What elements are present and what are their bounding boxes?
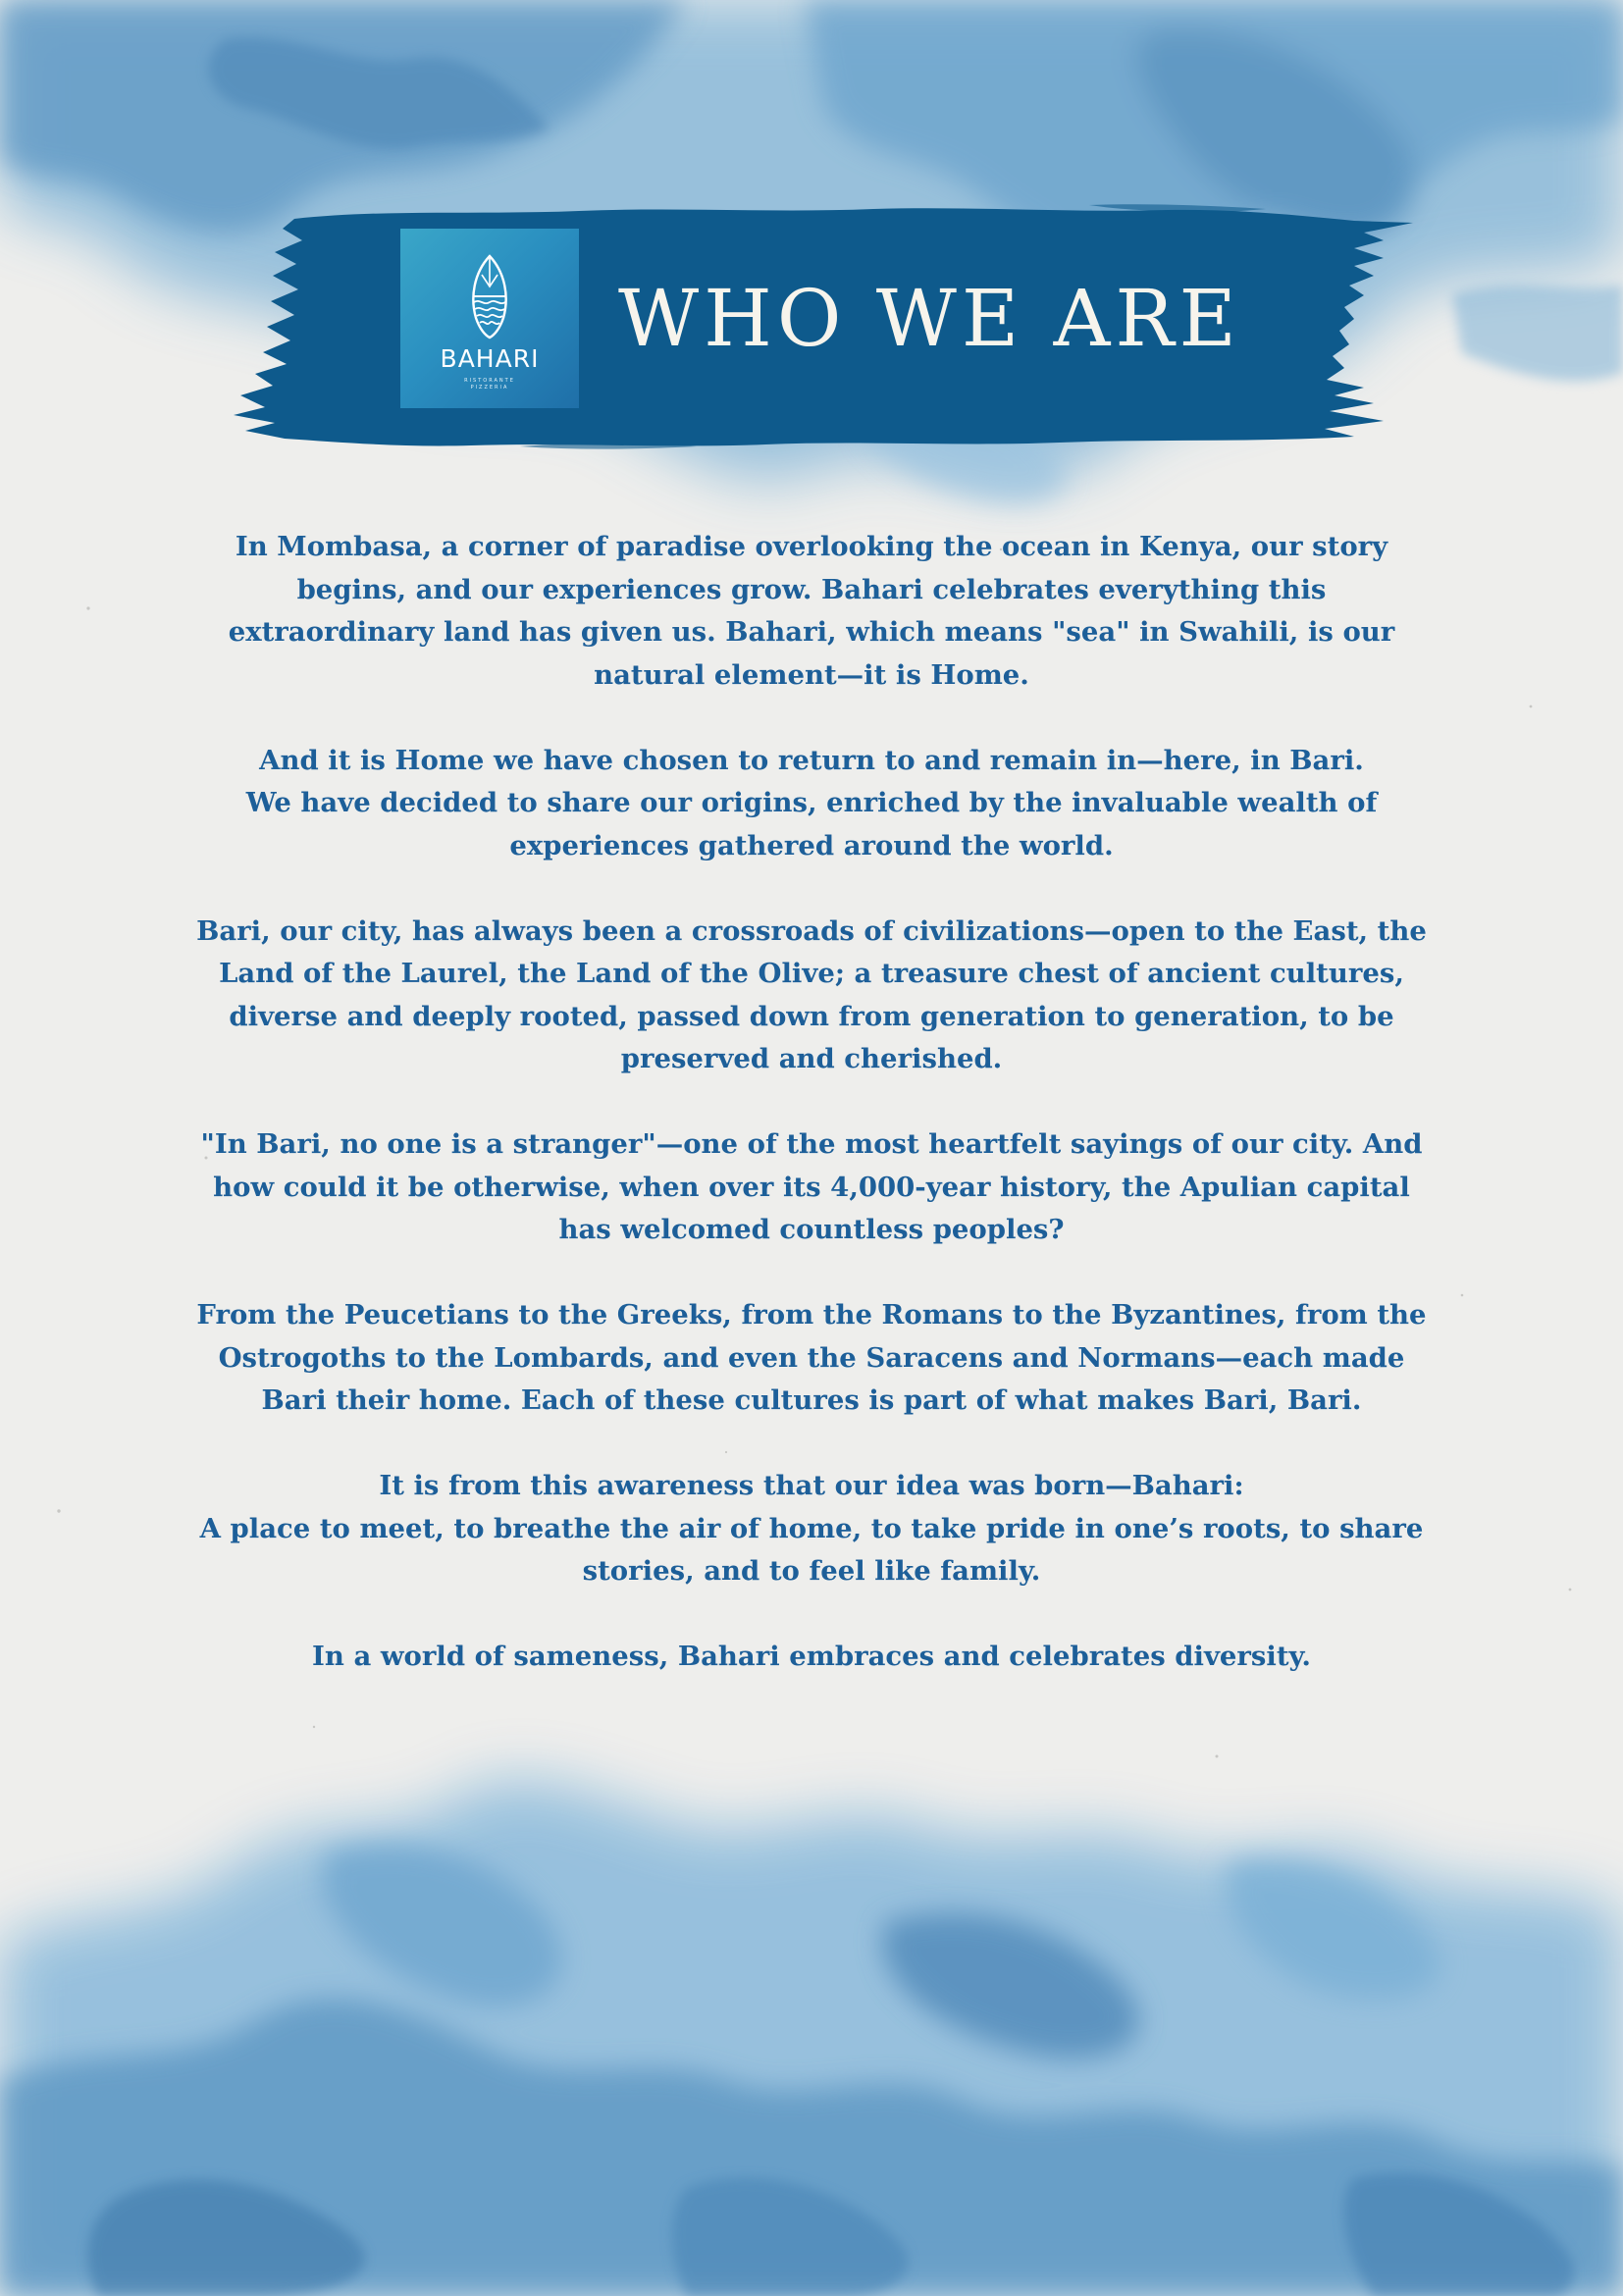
shell-emblem-icon [466,253,513,341]
logo-tagline-line-2: PIZZERIA [470,385,509,391]
paragraph-line: We have decided to share our origins, enriched by the invaluable wealth of [245,787,1378,818]
paragraph-line: begins, and our experiences grow. Bahari celebrates everything this [296,573,1327,605]
logo-tagline-line-1: RISTORANTE [464,378,515,384]
logo-tagline [400,378,579,391]
paragraph-line: stories, and to feel like family. [582,1555,1041,1587]
paragraph-line: natural element—it is Home. [594,658,1029,691]
paragraph-line: Ostrogoths to the Lombards, and even the Saracens and Normans—each made [218,1341,1405,1374]
paragraph-line: It is from this awareness that our idea was born—Bahari: [379,1470,1244,1501]
paragraph-line: Land of the Laurel, the Land of the Olive; a treasure chest of ancient cultures, [219,958,1404,989]
paragraph-2 [137,740,1486,868]
bahari-logo [400,229,579,408]
paragraph-1 [137,526,1486,697]
paragraph-line: has welcomed countless peoples? [558,1214,1065,1245]
paragraph-line: preserved and cherished. [620,1043,1003,1074]
page-title: WHO WE ARE [618,273,1241,364]
paragraph-5 [137,1294,1486,1423]
paragraph-4 [137,1123,1486,1252]
logo-wordmark: BAHARI [440,344,540,373]
paragraph-line: A place to meet, to breathe the air of home, to take pride in one’s roots, to share [199,1512,1424,1544]
paragraph-line: extraordinary land has given us. Bahari, which means "sea" in Swahili, is our [228,616,1395,648]
paragraph-line: diverse and deeply rooted, passed down from generation to generation, to be [229,1000,1394,1032]
paragraph-line: experiences gathered around the world. [509,829,1114,861]
paragraph-line: "In Bari, no one is a stranger"—one of the most heartfelt sayings of our city. And [200,1128,1423,1160]
paragraph-line: how could it be otherwise, when over its 4,000-year history, the Apulian capital [213,1171,1410,1203]
paragraph-line: From the Peucetians to the Greeks, from the Romans to the Byzantines, from the [196,1299,1427,1331]
paragraph-line: Bari, our city, has always been a crossroads of civilizations—open to the East, the [196,914,1427,947]
paragraph-line: And it is Home we have chosen to return to and remain in—here, in Bari. [259,744,1364,776]
paragraph-line: In Mombasa, a corner of paradise overlooking the ocean in Kenya, our story [235,531,1388,562]
paragraph-6 [137,1465,1486,1593]
paragraph-line: Bari their home. Each of these cultures is part of what makes Bari, Bari. [261,1384,1362,1416]
story-text [137,526,1486,1721]
paragraph-line: In a world of sameness, Bahari embraces and celebrates diversity. [312,1641,1311,1672]
paragraph-3 [137,911,1486,1081]
paragraph-7 [137,1636,1486,1679]
